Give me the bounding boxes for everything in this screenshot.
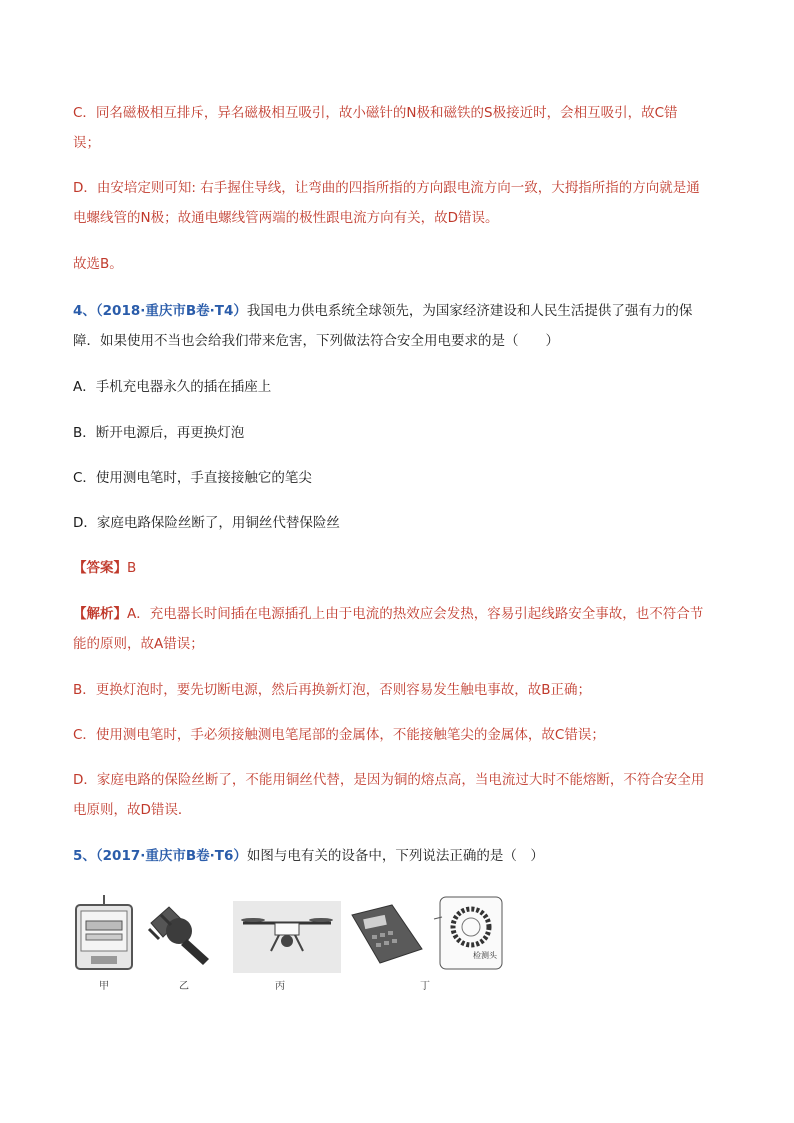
analysis-a-line2: 能的原则，故A错误； <box>73 636 204 652</box>
prev-d-line1: D．由安培定则可知: 右手握住导线，让弯曲的四指所指的方向跟电流方向一致，大拇指所指的方向就是通 <box>73 180 700 196</box>
figure-ding <box>348 893 508 992</box>
analysis-a-line1: A．充电器长时间插在电源插孔上由于电流的热效应会发热，容易引起线路安全事故，也不符合节 <box>127 606 704 622</box>
plug-image <box>143 893 223 975</box>
q5-source: （2017·重庆市B卷·T6） <box>95 848 247 864</box>
prev-c-line1: C．同名磁极相互排斥，异名磁极相互吸引，故小磁针的N极和磁铁的S极接近时，会相互吸引，故C错 <box>73 105 678 121</box>
caption-yi: 乙 <box>179 981 189 992</box>
q4-stem-line2: 障．如果使用不当也会给我们带来危害，下列做法符合安全用电要求的是（ ） <box>73 333 559 349</box>
electric-meter-image <box>73 893 135 975</box>
analysis-label: 【解析】 <box>73 606 127 622</box>
caption-bing: 丙 <box>275 981 285 992</box>
q4-answer <box>73 553 723 583</box>
caption-probe: 检测头 <box>473 951 497 960</box>
figure-yi <box>143 893 223 992</box>
q5-number: 5、 <box>73 848 96 864</box>
prev-d-line2: 电螺线管的N极；故通电螺线管两端的极性跟电流方向有关，故D错误。 <box>73 210 499 226</box>
prev-c-line2: 误； <box>73 135 100 151</box>
answer-label: 【答案】 <box>73 560 127 576</box>
figure-jia <box>73 893 135 992</box>
caption-ding: 丁 <box>420 981 430 992</box>
prev-option-c <box>73 98 723 158</box>
q4-option-a: A．手机充电器永久的插在插座上 <box>73 379 272 395</box>
q4-analysis-d <box>73 765 723 825</box>
answer-value: B <box>127 560 137 576</box>
q4-analysis-c: C．使用测电笔时，手必须接触测电笔尾部的金属体，不能接触笔尖的金属体，故C错误； <box>73 727 605 743</box>
figure-bing <box>233 893 341 992</box>
card-reader-image <box>348 893 508 977</box>
analysis-d-line1: D．家庭电路的保险丝断了，不能用铜丝代替，是因为铜的熔点高，当电流过大时不能熔断，不符合安全用 <box>73 772 705 788</box>
analysis-d-line2: 电原则，故D错误． <box>73 802 192 818</box>
question-4-stem <box>73 296 723 356</box>
caption-jia: 甲 <box>99 981 109 992</box>
q4-option-d: D．家庭电路保险丝断了，用铜丝代替保险丝 <box>73 515 340 531</box>
q4-option-b: B．断开电源后，再更换灯泡 <box>73 425 245 441</box>
q4-analysis-b: B．更换灯泡时，要先切断电源，然后再换新灯泡，否则容易发生触电事故，故B正确； <box>73 682 592 698</box>
q4-analysis-a <box>73 599 723 659</box>
prev-choose: 故选B。 <box>73 256 123 272</box>
q4-stem-line1: 我国电力供电系统全球领先，为国家经济建设和人民生活提供了强有力的保 <box>246 303 693 319</box>
question-5-stem <box>73 841 723 871</box>
q5-stem: 如图与电有关的设备中，下列说法正确的是（ ） <box>246 848 544 864</box>
drone-image <box>233 893 341 975</box>
q4-source: （2018·重庆市B卷·T4） <box>95 303 247 319</box>
q4-number: 4、 <box>73 303 96 319</box>
prev-option-d <box>73 173 723 233</box>
q4-option-c: C．使用测电笔时，手直接接触它的笔尖 <box>73 470 312 486</box>
q5-figure-strip <box>73 893 513 993</box>
